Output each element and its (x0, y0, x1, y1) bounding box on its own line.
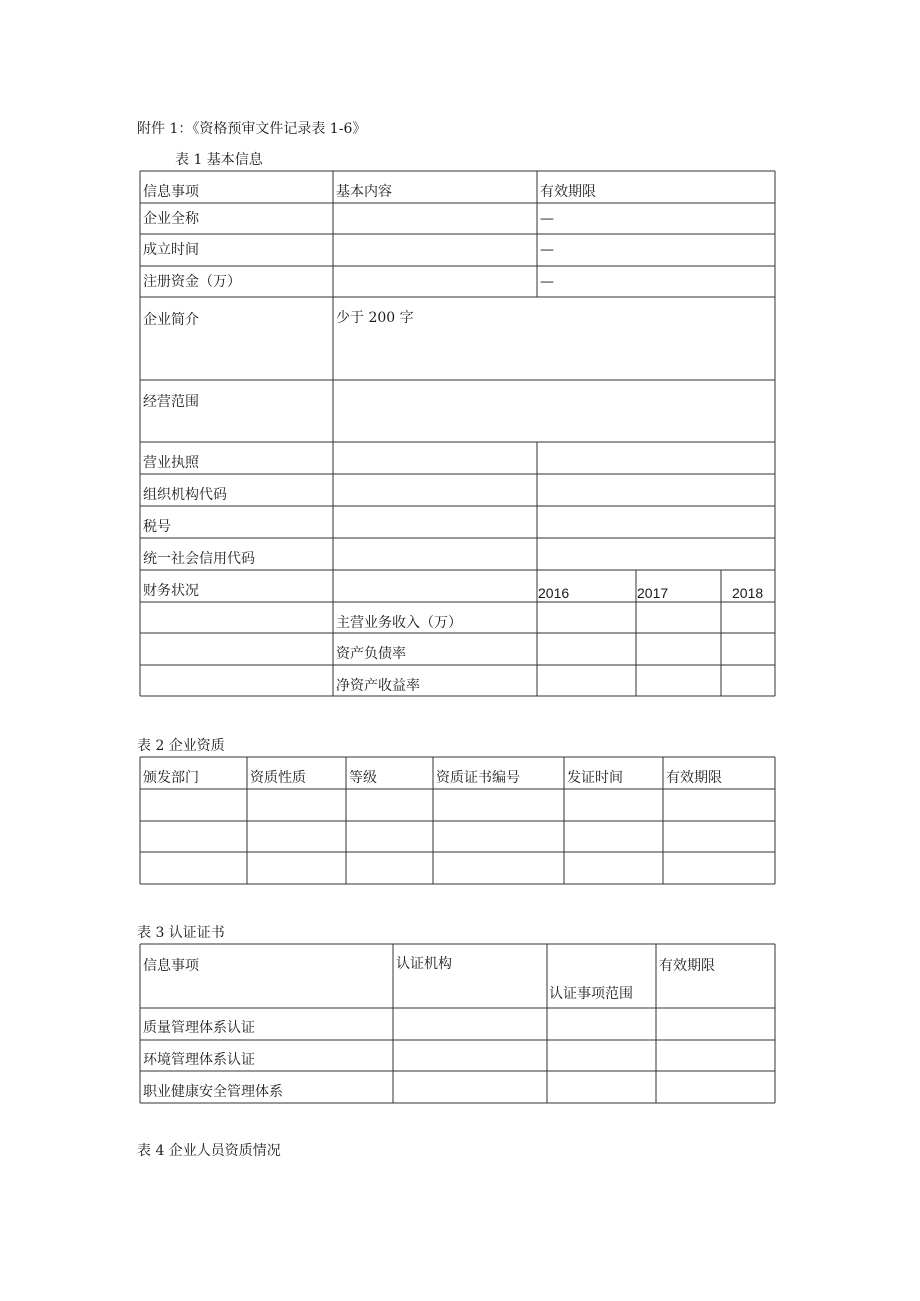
finance-item: 资产负债率 (336, 646, 406, 662)
table3-header: 认证机构 (396, 956, 452, 972)
finance-item: 主营业务收入（万） (336, 615, 462, 631)
table3-header: 认证事项范围 (549, 986, 633, 1002)
table3-row-label: 职业健康安全管理体系 (143, 1084, 283, 1100)
table1-row-validity: — (540, 242, 554, 258)
table1-row-label: 组织机构代码 (143, 487, 227, 503)
table2-header: 等级 (349, 770, 377, 786)
table1-caption: 表 1 基本信息 (175, 152, 263, 168)
table1-row-validity: — (540, 211, 554, 227)
table1-row-label: 营业执照 (143, 455, 199, 471)
table3-row-label: 质量管理体系认证 (143, 1020, 255, 1036)
table1-row-label: 企业简介 (143, 312, 199, 328)
table2-header: 有效期限 (666, 770, 722, 786)
table2-header: 发证时间 (567, 770, 623, 786)
table1-header-content: 基本内容 (336, 184, 392, 200)
table1-row-label: 企业全称 (143, 211, 199, 227)
table1-header-validity: 有效期限 (540, 184, 596, 200)
table3-header: 有效期限 (659, 958, 715, 974)
table1-row-label: 税号 (143, 519, 171, 535)
table1-row-label: 注册资金（万） (143, 274, 241, 290)
table4-caption: 表 4 企业人员资质情况 (137, 1143, 281, 1159)
table1-row-label: 统一社会信用代码 (143, 551, 255, 567)
table3-header: 信息事项 (143, 958, 199, 974)
finance-label: 财务状况 (143, 583, 199, 599)
finance-year: 2018 (732, 585, 764, 601)
table1-row-validity: — (540, 274, 554, 290)
attachment-title: 附件 1：《资格预审文件记录表 1-6》 (137, 121, 367, 137)
company-intro-hint: 少于 200 字 (336, 310, 414, 326)
table3-caption: 表 3 认证证书 (137, 925, 225, 941)
table2-header: 颁发部门 (143, 770, 199, 786)
finance-year: 2016 (538, 585, 570, 601)
finance-year: 2017 (637, 585, 669, 601)
table1-row-label: 经营范围 (143, 394, 199, 410)
table1-row-label: 成立时间 (143, 242, 199, 258)
table2-caption: 表 2 企业资质 (137, 738, 225, 754)
table3-row-label: 环境管理体系认证 (143, 1052, 255, 1068)
table2-header: 资质性质 (250, 770, 306, 786)
finance-item: 净资产收益率 (336, 678, 420, 694)
table2-header: 资质证书编号 (436, 770, 520, 786)
table1-header-item: 信息事项 (143, 184, 199, 200)
